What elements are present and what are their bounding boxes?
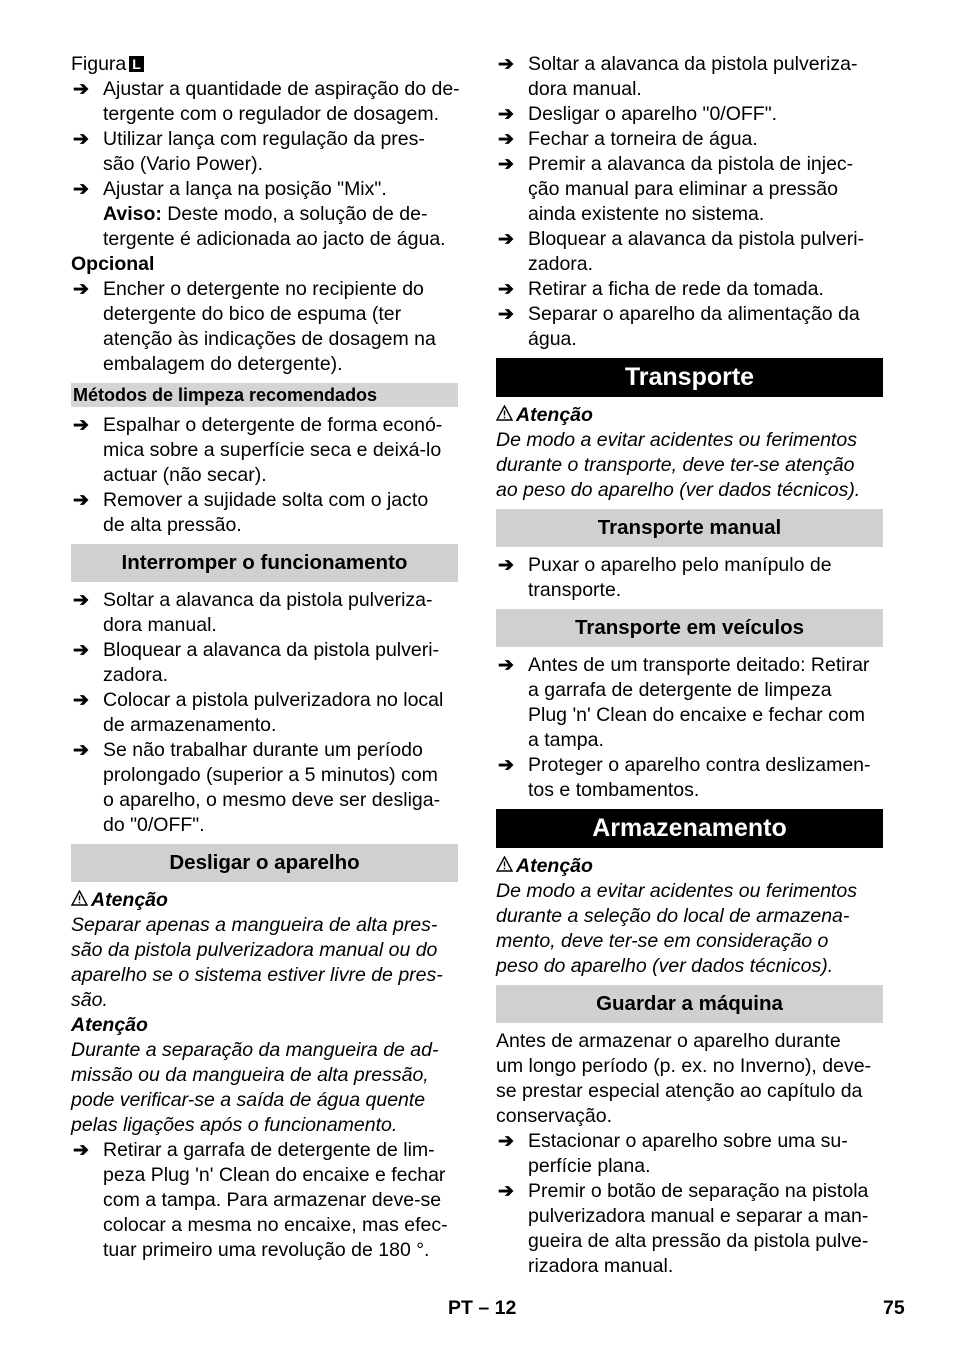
methods-heading: Métodos de limpeza recomendados [71, 383, 458, 407]
list-item-line: Premir o botão de separação na pistola [528, 1180, 869, 1202]
list-item [71, 638, 458, 688]
text-line: Separar apenas a mangueira de alta pres- [71, 914, 438, 936]
list-item-line: prolongado (superior a 5 minutos) com [103, 764, 438, 786]
list-item [496, 227, 883, 277]
list-item [71, 177, 458, 202]
list-item [496, 1129, 883, 1179]
list-item-line: zadora. [103, 664, 169, 686]
warning-triangle-icon [71, 888, 91, 913]
list-item-line: Antes de um transporte deitado: Retirar [528, 654, 870, 676]
transport-warning-title-text: Atenção [516, 404, 593, 426]
text-line: Antes de armazenar o aparelho durante [496, 1030, 841, 1052]
text-line: durante a seleção do local de armazena- [496, 905, 850, 927]
list-item-line: Utilizar lança com regulação da pres- [103, 128, 425, 150]
text-line: se prestar especial atenção ao capítulo da [496, 1080, 863, 1102]
list-item-line: ainda existente no sistema. [528, 203, 765, 225]
list-item-line: o aparelho, o mesmo deve ser desliga- [103, 789, 441, 811]
list-item-line: a tampa. [528, 729, 604, 751]
list-item-line: Puxar o aparelho pelo manípulo de [528, 554, 832, 576]
list-item [71, 127, 458, 177]
list-item [496, 1179, 883, 1279]
list-item-line: Encher o detergente no recipiente do [103, 278, 424, 300]
list-item-line: tuar primeiro uma revolução de 180 °. [103, 1239, 430, 1261]
store-machine-heading: Guardar a máquina [496, 985, 883, 1023]
aviso-label: Aviso: [103, 203, 162, 225]
list-item [496, 127, 883, 152]
interrupt-heading: Interromper o funcionamento [71, 544, 458, 582]
arrow-right-icon: ➔ [73, 415, 89, 436]
list-item-line: Plug 'n' Clean do encaixe e fechar com [528, 704, 865, 726]
text-line: Durante a separação da mangueira de ad- [71, 1039, 439, 1061]
arrow-right-icon: ➔ [498, 104, 514, 125]
list-item-line: perfície plana. [528, 1155, 651, 1177]
text-line: De modo a evitar acidentes ou ferimentos [496, 429, 857, 451]
arrow-right-icon: ➔ [73, 490, 89, 511]
arrow-right-icon: ➔ [73, 129, 89, 150]
list-item-line: com a tampa. Para armazenar deve-se [103, 1189, 442, 1211]
list-item-line: Remover a sujidade solta com o jacto [103, 489, 429, 511]
right-column [496, 52, 883, 1279]
list-item-line: Ajustar a lança na posição "Mix". [103, 178, 387, 200]
list-item-line: Ajustar a quantidade de aspiração do de- [103, 78, 460, 100]
vehicle-transport-heading: Transporte em veículos [496, 609, 883, 647]
optional-heading: Opcional [71, 253, 155, 275]
storage-heading: Armazenamento [496, 809, 883, 848]
list-item-line: ção manual para eliminar a pressão [528, 178, 839, 200]
text-line: são. [71, 989, 108, 1011]
figure-label: Figura [71, 53, 127, 75]
transport-warning-title [496, 403, 883, 428]
arrow-right-icon: ➔ [498, 1181, 514, 1202]
list-item-line: Soltar a alavanca da pistola pulveriza- [103, 589, 433, 611]
warning-2-title: Atenção [71, 1014, 148, 1036]
arrow-right-icon: ➔ [498, 555, 514, 576]
list-item-line: atenção às indicações de dosagem na [103, 328, 436, 350]
arrow-right-icon: ➔ [73, 740, 89, 761]
text-line: um longo período (p. ex. no Inverno), deve- [496, 1055, 872, 1077]
list-item-line: pulverizadora manual e separar a man- [528, 1205, 869, 1227]
text-line: missão ou da mangueira de alta pressão, [71, 1064, 429, 1086]
arrow-right-icon: ➔ [73, 640, 89, 661]
arrow-right-icon: ➔ [73, 79, 89, 100]
list-item [496, 753, 883, 803]
text-line: mento, deve ter-se em consideração o [496, 930, 829, 952]
list-item-line: Espalhar o detergente de forma econó- [103, 414, 443, 436]
aviso-text-line2: tergente é adicionada ao jacto de água. [103, 228, 446, 250]
text-line: conservação. [496, 1105, 612, 1127]
arrow-right-icon: ➔ [498, 154, 514, 175]
list-item-line: Proteger o aparelho contra deslizamen- [528, 754, 871, 776]
arrow-right-icon: ➔ [498, 304, 514, 325]
list-item [496, 277, 883, 302]
list-item-line: mica sobre a superfície seca e deixá-lo [103, 439, 442, 461]
list-item [71, 413, 458, 488]
warning-1-title [71, 888, 458, 913]
arrow-right-icon: ➔ [73, 690, 89, 711]
list-item-line: rizadora manual. [528, 1255, 674, 1277]
text-line: pelas ligações após o funcionamento. [71, 1114, 398, 1136]
aviso-note [71, 202, 458, 227]
text-line: aparelho se o sistema estiver livre de pres- [71, 964, 443, 986]
list-item-line: Estacionar o aparelho sobre uma su- [528, 1130, 848, 1152]
list-item-line: Desligar o aparelho "0/OFF". [528, 103, 778, 125]
arrow-right-icon: ➔ [73, 590, 89, 611]
warning-triangle-icon [496, 403, 516, 428]
footer-page-number: 75 [883, 1297, 905, 1319]
list-item-line: zadora. [528, 253, 594, 275]
list-item-line: actuar (não secar). [103, 464, 267, 486]
text-line: são da pistola pulverizadora manual ou do [71, 939, 438, 961]
list-item-line: Retirar a ficha de rede da tomada. [528, 278, 824, 300]
text-line: ao peso do aparelho (ver dados técnicos). [496, 479, 861, 501]
footer-page-code: PT – 12 [448, 1297, 517, 1319]
list-item-line: de alta pressão. [103, 514, 242, 536]
arrow-right-icon: ➔ [498, 54, 514, 75]
transport-heading: Transporte [496, 358, 883, 397]
text-line: pode verificar-se a saída de água quente [71, 1089, 426, 1111]
text-line: De modo a evitar acidentes ou ferimentos [496, 880, 857, 902]
warning-1-title-text: Atenção [91, 889, 168, 911]
list-item-line: Premir a alavanca da pistola de injec- [528, 153, 854, 175]
manual-transport-heading: Transporte manual [496, 509, 883, 547]
list-item-line: tergente com o regulador de dosagem. [103, 103, 440, 125]
arrow-right-icon: ➔ [73, 179, 89, 200]
list-item [496, 102, 883, 127]
list-item-line: detergente do bico de espuma (ter [103, 303, 402, 325]
list-item-line: colocar a mesma no encaixe, mas efec- [103, 1214, 448, 1236]
arrow-right-icon: ➔ [73, 279, 89, 300]
left-column [71, 52, 458, 1263]
storage-warning-title-text: Atenção [516, 855, 593, 877]
arrow-right-icon: ➔ [498, 655, 514, 676]
list-item-line: são (Vario Power). [103, 153, 264, 175]
list-item-line: Separar o aparelho da alimentação da [528, 303, 860, 325]
list-item [71, 738, 458, 838]
list-item-line: dora manual. [103, 614, 217, 636]
storage-warning-title [496, 854, 883, 879]
text-line: durante o transporte, deve ter-se atenção [496, 454, 855, 476]
list-item-line: Soltar a alavanca da pistola pulveriza- [528, 53, 858, 75]
list-item [71, 488, 458, 538]
figure-ref-badge: L [129, 56, 144, 72]
list-item-line: tos e tombamentos. [528, 779, 700, 801]
arrow-right-icon: ➔ [498, 755, 514, 776]
list-item-line: Colocar a pistola pulverizadora no local [103, 689, 444, 711]
list-item-line: dora manual. [528, 78, 642, 100]
aviso-text: Deste modo, a solução de de- [167, 203, 428, 225]
list-item-line: do "0/OFF". [103, 814, 205, 836]
figure-reference [71, 52, 458, 77]
list-item [496, 553, 883, 603]
list-item-line: embalagem do detergente). [103, 353, 343, 375]
list-item [71, 588, 458, 638]
list-item [71, 1138, 458, 1263]
page-footer [0, 1297, 954, 1323]
list-item [496, 302, 883, 352]
list-item [71, 277, 458, 377]
switchoff-heading: Desligar o aparelho [71, 844, 458, 882]
list-item [71, 688, 458, 738]
list-item-line: gueira de alta pressão da pistola pulve- [528, 1230, 869, 1252]
list-item-line: Retirar a garrafa de detergente de lim- [103, 1139, 435, 1161]
list-item-line: água. [528, 328, 577, 350]
list-item-line: transporte. [528, 579, 622, 601]
arrow-right-icon: ➔ [498, 1131, 514, 1152]
list-item-line: peza Plug 'n' Clean do encaixe e fechar [103, 1164, 446, 1186]
list-item [496, 152, 883, 227]
list-item [496, 653, 883, 753]
arrow-right-icon: ➔ [498, 279, 514, 300]
text-line: peso do aparelho (ver dados técnicos). [496, 955, 834, 977]
list-item-line: de armazenamento. [103, 714, 277, 736]
arrow-right-icon: ➔ [498, 129, 514, 150]
list-item-line: Se não trabalhar durante um período [103, 739, 423, 761]
list-item-line: Bloquear a alavanca da pistola pulveri- [528, 228, 865, 250]
list-item-line: Bloquear a alavanca da pistola pulveri- [103, 639, 440, 661]
list-item [71, 77, 458, 127]
list-item [496, 52, 883, 102]
list-item-line: Fechar a torneira de água. [528, 128, 758, 150]
arrow-right-icon: ➔ [73, 1140, 89, 1161]
warning-triangle-icon [496, 854, 516, 879]
arrow-right-icon: ➔ [498, 229, 514, 250]
list-item-line: a garrafa de detergente de limpeza [528, 679, 832, 701]
